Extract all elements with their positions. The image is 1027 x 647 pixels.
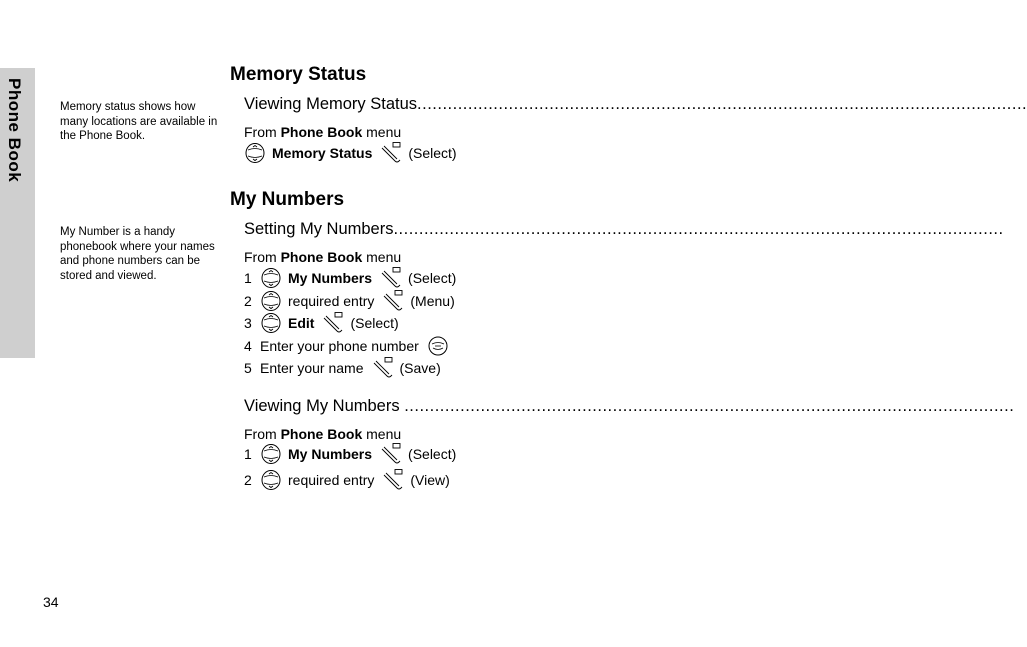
step-action: (Save) — [399, 360, 441, 376]
step-label: Memory Status — [272, 145, 373, 161]
step-action: (Select) — [408, 145, 457, 161]
scroll-key-icon — [260, 443, 282, 465]
step-label: Enter your phone number — [260, 338, 419, 354]
note-my-number: My Number is a handy phonebook where your names and phone numbers can be stored and viewed. — [60, 226, 215, 282]
step-number: 3 — [244, 315, 252, 331]
page-number: 34 — [43, 594, 59, 610]
step-line — [244, 290, 455, 312]
step-action: (Select) — [350, 315, 399, 331]
from-bold: Phone Book — [280, 426, 363, 442]
from-bold: Phone Book — [280, 249, 363, 265]
soft-key-icon — [322, 312, 344, 334]
step-label: My Numbers — [288, 270, 373, 286]
step-label: My Numbers — [288, 446, 373, 462]
leader-dots: ........................................................................................................................ — [417, 95, 1027, 113]
step-action: (Select) — [408, 270, 457, 286]
step-number: 2 — [244, 472, 252, 488]
step-action: (View) — [410, 472, 450, 488]
from-line — [244, 426, 401, 442]
step-label: required entry — [288, 293, 375, 309]
step-number: 1 — [244, 270, 252, 286]
heading-memory-status: Memory Status — [230, 64, 367, 85]
subheading-setting-my-numbers — [244, 220, 1004, 239]
step-action: (Select) — [408, 446, 457, 462]
step-number: 2 — [244, 293, 252, 309]
subheading-viewing-memory-status — [244, 95, 1027, 114]
soft-key-icon — [382, 469, 404, 491]
step-label: Edit — [288, 315, 315, 331]
soft-key-icon — [382, 290, 404, 312]
step-line — [244, 357, 441, 379]
soft-key-icon — [372, 357, 394, 379]
step-number: 5 — [244, 360, 252, 376]
from-suffix: menu — [366, 124, 402, 140]
from-line — [244, 249, 401, 265]
from-suffix: menu — [366, 426, 402, 442]
scroll-key-icon — [260, 290, 282, 312]
step-line — [244, 443, 456, 465]
side-tab-label: Phone Book — [5, 78, 24, 183]
leader-dots: ........................................................................................................................ — [404, 397, 1015, 415]
ok-key-icon — [427, 335, 449, 357]
step-line — [244, 312, 399, 334]
step-number: 4 — [244, 338, 252, 354]
note-memory-status: Memory status shows how many locations are available in the Phone Book. — [60, 101, 218, 142]
side-tab — [0, 68, 35, 358]
step-label: required entry — [288, 472, 375, 488]
soft-key-icon — [380, 443, 402, 465]
from-suffix: menu — [366, 249, 402, 265]
leader-dots: ........................................................................................................................ — [393, 220, 1004, 238]
step-line — [244, 335, 455, 357]
scroll-key-icon — [244, 142, 266, 164]
subheading-viewing-my-numbers — [244, 397, 1015, 416]
step-line — [244, 469, 450, 491]
scroll-key-icon — [260, 469, 282, 491]
soft-key-icon — [380, 267, 402, 289]
from-prefix: From — [244, 426, 277, 442]
heading-my-numbers: My Numbers — [230, 189, 345, 210]
subheading-text: Viewing My Numbers — [244, 397, 400, 415]
from-prefix: From — [244, 249, 277, 265]
step-line — [244, 267, 456, 289]
subheading-text: Viewing Memory Status — [244, 95, 418, 113]
from-prefix: From — [244, 124, 277, 140]
step-number: 1 — [244, 446, 252, 462]
step-line — [244, 142, 457, 164]
step-action: (Menu) — [410, 293, 455, 309]
from-line — [244, 124, 401, 140]
soft-key-icon — [380, 142, 402, 164]
scroll-key-icon — [260, 267, 282, 289]
step-label: Enter your name — [260, 360, 364, 376]
from-bold: Phone Book — [280, 124, 363, 140]
scroll-key-icon — [260, 312, 282, 334]
subheading-text: Setting My Numbers — [244, 220, 394, 238]
